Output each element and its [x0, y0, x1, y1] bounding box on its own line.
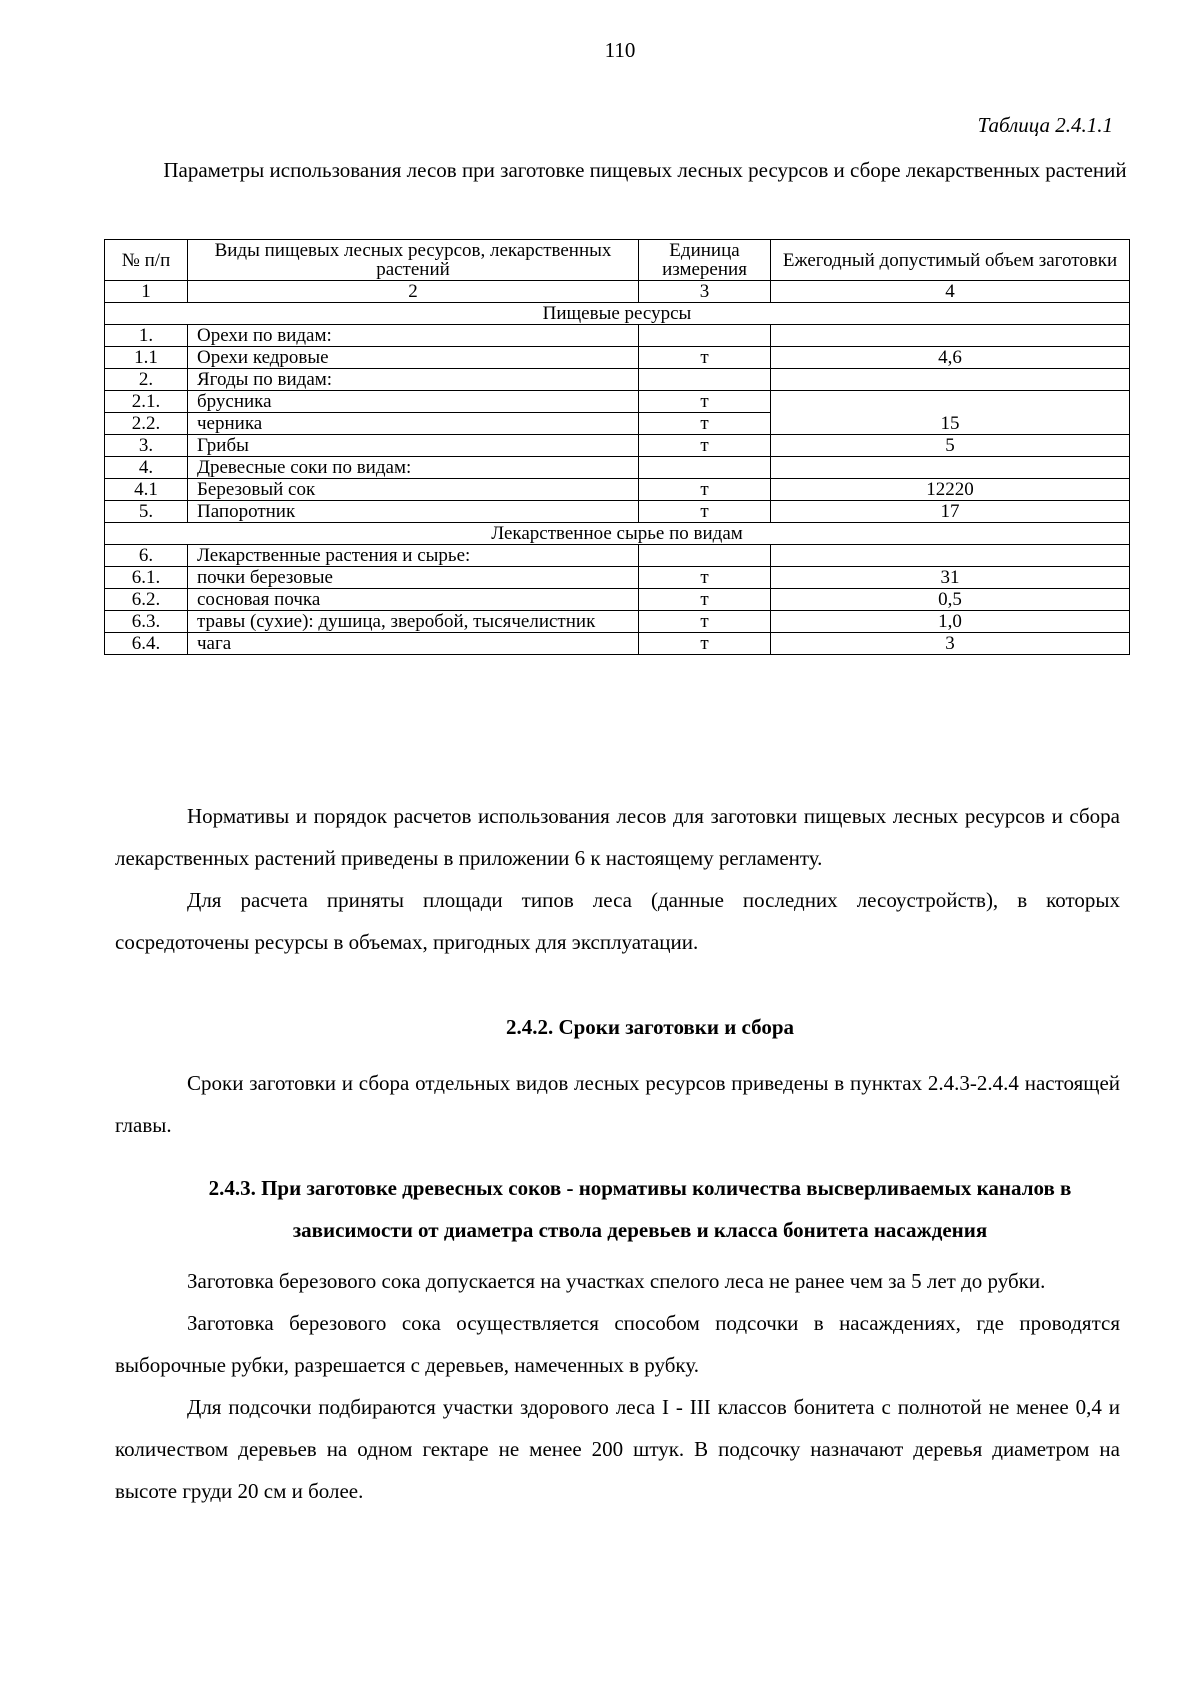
header-volume: Ежегодный допустимый объем заготовки [771, 240, 1130, 281]
row-unit: т [639, 435, 771, 457]
row-name: Орехи по видам: [188, 325, 639, 347]
table-row [105, 633, 1130, 655]
row-name: Ягоды по видам: [188, 369, 639, 391]
col-number: 3 [639, 281, 771, 303]
table-row [105, 589, 1130, 611]
row-volume: 4,6 [771, 347, 1130, 369]
table-label: Таблица 2.4.1.1 [977, 113, 1113, 137]
row-unit [639, 545, 771, 567]
row-unit: т [639, 589, 771, 611]
row-volume [771, 545, 1130, 567]
row-volume: 5 [771, 435, 1130, 457]
page-number: 110 [604, 38, 636, 62]
table-row [105, 435, 1130, 457]
row-unit: т [639, 633, 771, 655]
table-header-row [105, 240, 1130, 281]
paragraph: Заготовка березового сока допускается на участках спелого леса не ранее чем за 5 лет до рубки. [187, 1269, 1046, 1293]
row-num: 4.1 [105, 479, 188, 501]
col-number: 2 [188, 281, 639, 303]
row-volume [771, 325, 1130, 347]
row-unit: т [639, 391, 771, 413]
row-name: Грибы [188, 435, 639, 457]
row-unit [639, 457, 771, 479]
paragraph: Нормативы и порядок расчетов использования лесов для заготовки пищевых лесных ресурсов и сбора лекарственных растений приведены в приложении 6 к настоящему регламенту. [115, 804, 1120, 870]
row-unit: т [639, 413, 771, 435]
row-volume [771, 369, 1130, 391]
col-number: 1 [105, 281, 188, 303]
table-row [105, 369, 1130, 391]
header-unit: Единица измерения [639, 240, 771, 281]
row-unit: т [639, 347, 771, 369]
table-row [105, 611, 1130, 633]
table-row [105, 545, 1130, 567]
table-row [105, 567, 1130, 589]
table-row [105, 325, 1130, 347]
row-num: 2. [105, 369, 188, 391]
heading-2-4-2: 2.4.2. Сроки заготовки и сбора [505, 1015, 795, 1039]
row-volume: 3 [771, 633, 1130, 655]
row-num: 6.1. [105, 567, 188, 589]
row-name: черника [188, 413, 639, 435]
row-volume: 0,5 [771, 589, 1130, 611]
paragraph: Заготовка березового сока осуществляется способом подсочки в насаждениях, где проводятся выборочные рубки, разрешается с деревьев, намеченных в рубку. [115, 1311, 1120, 1377]
row-num: 6.3. [105, 611, 188, 633]
row-name: Орехи кедровые [188, 347, 639, 369]
col-number: 4 [771, 281, 1130, 303]
table-row [105, 457, 1130, 479]
row-unit: т [639, 479, 771, 501]
row-num: 4. [105, 457, 188, 479]
row-name: Древесные соки по видам: [188, 457, 639, 479]
row-name: чага [188, 633, 639, 655]
row-unit [639, 369, 771, 391]
row-name: почки березовые [188, 567, 639, 589]
row-volume [771, 457, 1130, 479]
paragraph: Сроки заготовки и сбора отдельных видов лесных ресурсов приведены в пунктах 2.4.3-2.4.4 настоящей главы. [115, 1071, 1120, 1137]
resources-table [104, 239, 1130, 655]
row-name: брусника [188, 391, 639, 413]
section-2-4-2-text [115, 1062, 1120, 1146]
row-unit [639, 325, 771, 347]
section-row [105, 303, 1130, 325]
row-name: Березовый сок [188, 479, 639, 501]
row-num: 1.1 [105, 347, 188, 369]
row-volume: 12220 [771, 479, 1130, 501]
table-col-numbers-row [105, 281, 1130, 303]
row-volume: 17 [771, 501, 1130, 523]
row-num: 5. [105, 501, 188, 523]
row-num: 6. [105, 545, 188, 567]
row-unit: т [639, 501, 771, 523]
row-num: 1. [105, 325, 188, 347]
section-row [105, 523, 1130, 545]
table-row [105, 391, 1130, 413]
row-num: 2.2. [105, 413, 188, 435]
row-num: 2.1. [105, 391, 188, 413]
row-num: 6.2. [105, 589, 188, 611]
section-2-4-3-text [115, 1260, 1120, 1512]
paragraphs-after-table [115, 795, 1120, 963]
paragraph: Для подсочки подбираются участки здорового леса I - III классов бонитета с полнотой не менее 0,4 и количеством деревьев на одном гектаре не менее 200 штук. В подсочку назначают деревья диаметром на высоте груди 20 см и более. [115, 1395, 1120, 1503]
row-name: Папоротник [188, 501, 639, 523]
row-num: 6.4. [105, 633, 188, 655]
row-volume: 15 [771, 391, 1130, 435]
header-num: № п/п [105, 240, 188, 281]
section-medicinal: Лекарственное сырье по видам [105, 523, 1130, 545]
row-volume: 1,0 [771, 611, 1130, 633]
row-volume: 31 [771, 567, 1130, 589]
table-title: Параметры использования лесов при заготовке пищевых лесных ресурсов и сборе лекарственных растений [163, 158, 1127, 182]
table-row [105, 501, 1130, 523]
row-name: Лекарственные растения и сырье: [188, 545, 639, 567]
table-row [105, 347, 1130, 369]
paragraph: Для расчета приняты площади типов леса (данные последних лесоустройств), в которых сосредоточены ресурсы в объемах, пригодных для эксплуатации. [115, 888, 1120, 954]
row-name: сосновая почка [188, 589, 639, 611]
row-unit: т [639, 567, 771, 589]
row-num: 3. [105, 435, 188, 457]
heading-2-4-3: 2.4.3. При заготовке древесных соков - нормативы количества высверливаемых каналов в зависимости от диаметра ствола деревьев и класса бонитета насаждения [208, 1176, 1072, 1242]
row-name: травы (сухие): душица, зверобой, тысячелистник [188, 611, 639, 633]
header-kind: Виды пищевых лесных ресурсов, лекарственных растений [188, 240, 639, 281]
row-unit: т [639, 611, 771, 633]
section-food: Пищевые ресурсы [105, 303, 1130, 325]
table-row [105, 479, 1130, 501]
